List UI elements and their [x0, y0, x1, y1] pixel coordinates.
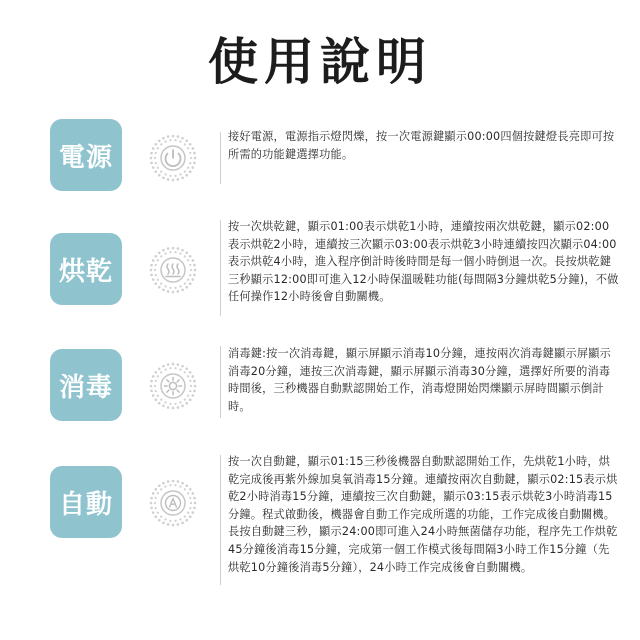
sterilize-label-badge: 消毒 [50, 349, 122, 421]
sterilize-divider [220, 346, 221, 418]
power-divider [220, 132, 221, 184]
sun-icon [146, 359, 200, 413]
power-icon [146, 131, 200, 185]
auto-description: 按一次自動鍵，顯示01:15三秒後機器自動默認開始工作，先烘乾1小時，烘乾完成後再紫外線加臭氧消毒15分鐘。連續按兩次自動鍵，顯示02:15表示烘乾2小時消毒15分鐘，連續按三次自動鍵，顯示03:15表示烘乾3小時消毒15分鐘。程式啟動後，機器會自動工作完成所選的功能，工作完成後自動關機。長按自動鍵三秒，顯示24:00即可進入24小時無菌儲存功能，程序先工作烘乾45分鐘後消毒15分鐘，完成第一個工作模式後每間隔3小時工作15分鐘（先烘乾10分鐘後消毒5分鐘），24小時工作完成後會自動關機。 [228, 455, 618, 574]
dry-label-badge: 烘乾 [50, 233, 122, 305]
sterilize-description: 消毒鍵:按一次消毒鍵，顯示屏顯示消毒10分鐘，連按兩次消毒鍵顯示屏顯示消毒20分鐘，連按三次消毒鍵，顯示屏顯示消毒30分鐘，選擇好所要的消毒時間後，三秒機器自動默認開始工作，消毒燈開始閃爍顯示屏時間顯示倒計時。 [228, 347, 612, 413]
dry-divider [220, 220, 221, 316]
auto-a-icon [146, 476, 200, 530]
auto-label-badge: 自動 [50, 466, 122, 538]
dry-description: 按一次烘乾鍵，顯示01:00表示烘乾1小時，連續按兩次烘乾鍵，顯示02:00表示烘乾2小時，連續按三次顯示03:00表示烘乾3小時連續按四次顯示04:00表示烘乾4小時，進入程序倒計時後時間是每一個小時倒退一次。長按烘乾鍵三秒顯示12:00即可進入12小時保溫暖鞋功能(每間隔3分鐘烘乾5分鐘)，不做任何操作12小時後會自動關機。 [228, 220, 619, 304]
power-description: 接好電源，電源指示燈閃爍，按一次電源鍵顯示00:00四個按鍵燈長亮即可按所需的功能鍵選擇功能。 [228, 130, 615, 161]
page-title: 使用說明 [208, 33, 432, 91]
auto-divider [220, 455, 221, 585]
heat-icon [146, 243, 200, 297]
power-label-badge: 電源 [50, 119, 122, 191]
